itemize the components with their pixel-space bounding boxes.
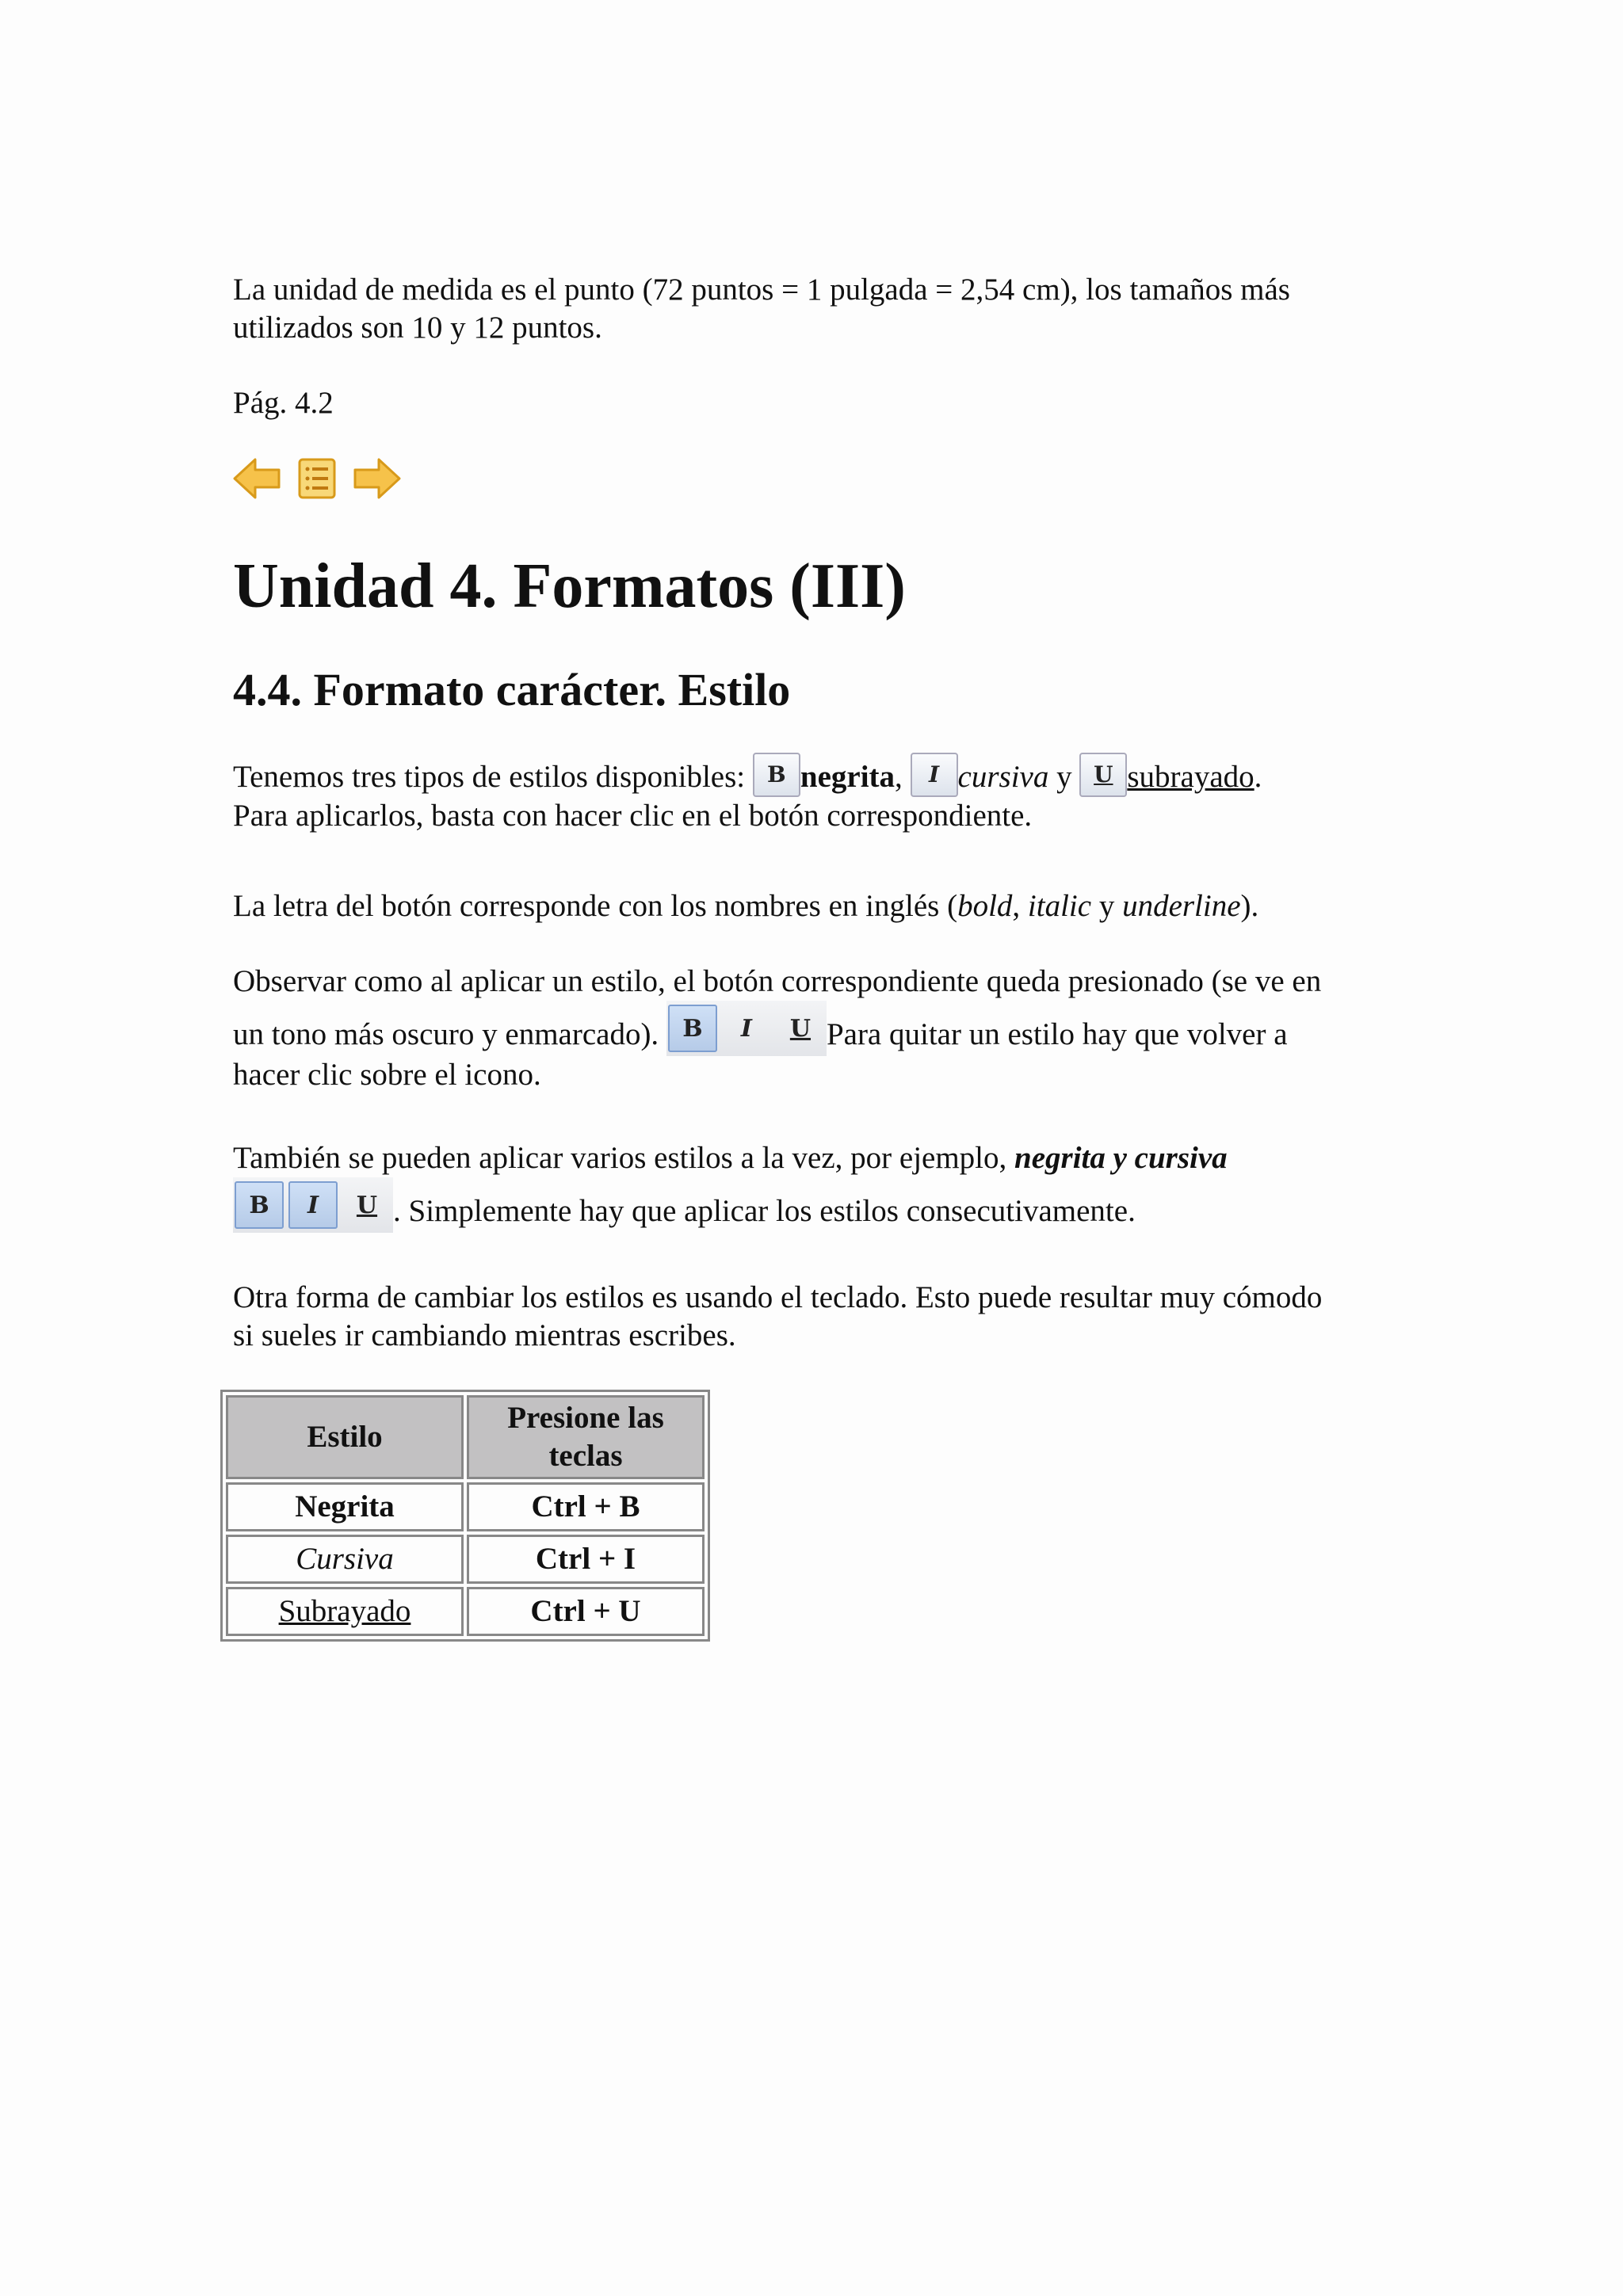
comma-text: ,	[895, 760, 911, 794]
styles-paragraph	[233, 753, 1406, 835]
letter-end: ).	[1240, 889, 1259, 923]
observe-line-2-start: un tono más oscuro y enmarcado).	[233, 1017, 666, 1051]
bold-button-icon: B	[753, 753, 800, 797]
and-text: y	[1048, 760, 1080, 794]
table-cell-style: Subrayado	[226, 1587, 464, 1636]
left-arrow-icon[interactable]	[233, 456, 282, 501]
page-title: Unidad 4. Formatos (III)	[233, 551, 906, 621]
also-paragraph	[233, 1139, 1406, 1233]
other-paragraph	[233, 1279, 1406, 1355]
bold-italic-example: negrita y cursiva	[1014, 1141, 1228, 1175]
bold-word: negrita	[800, 760, 896, 794]
underline-button-icon: U	[1079, 753, 1127, 797]
format-toolbar-bold-pressed	[666, 1001, 827, 1056]
styles-intro-text: Tenemos tres tipos de estilos disponibles:	[233, 760, 753, 794]
observe-paragraph	[233, 963, 1406, 1094]
table-header-keys: Presione las teclas	[467, 1395, 705, 1479]
shortcuts-table	[220, 1390, 710, 1642]
page-reference: Pág. 4.2	[233, 386, 334, 420]
navigation-bar	[233, 455, 401, 502]
table-cell-keys: Ctrl + U	[467, 1587, 705, 1636]
table-row	[226, 1535, 705, 1584]
list-icon[interactable]	[298, 458, 336, 499]
other-line-1: Otra forma de cambiar los estilos es usando el teclado. Esto puede resultar muy cómodo	[233, 1280, 1323, 1314]
italic-english: italic	[1027, 889, 1092, 923]
section-title: 4.4. Formato carácter. Estilo	[233, 664, 791, 715]
underline-toolbar-button: U	[356, 1192, 378, 1219]
period-text: .	[1254, 760, 1262, 794]
bold-toolbar-button: B	[235, 1181, 284, 1229]
styles-line-2: Para aplicarlos, basta con hacer clic en el botón correspondiente.	[233, 799, 1033, 833]
also-end: . Simplemente hay que aplicar los estilos consecutivamente.	[393, 1194, 1136, 1228]
table-header-row	[226, 1395, 705, 1479]
underline-toolbar-button: U	[789, 1015, 812, 1043]
italic-button-icon: I	[911, 753, 958, 797]
bold-english: bold	[957, 889, 1013, 923]
other-line-2: si sueles ir cambiando mientras escribes.	[233, 1318, 736, 1352]
format-toolbar-bold-italic-pressed	[233, 1177, 393, 1233]
letter-paragraph	[233, 887, 1406, 925]
right-arrow-icon[interactable]	[352, 456, 401, 501]
observe-line-3: hacer clic sobre el icono.	[233, 1058, 541, 1092]
underline-word: subrayado	[1127, 760, 1254, 794]
table-cell-keys: Ctrl + I	[467, 1535, 705, 1584]
table-row	[226, 1587, 705, 1636]
intro-paragraph	[233, 271, 1406, 347]
bold-toolbar-button: B	[668, 1005, 717, 1052]
letter-comma: ,	[1012, 889, 1028, 923]
table-header-style: Estilo	[226, 1395, 464, 1479]
italic-toolbar-button: I	[288, 1181, 338, 1229]
italic-toolbar-button: I	[740, 1015, 752, 1043]
table-row	[226, 1482, 705, 1531]
italic-word: cursiva	[957, 760, 1049, 794]
intro-line-2: utilizados son 10 y 12 puntos.	[233, 311, 602, 345]
underline-english: underline	[1122, 889, 1241, 923]
table-cell-style: Negrita	[226, 1482, 464, 1531]
table-cell-style: Cursiva	[226, 1535, 464, 1584]
also-start: También se pueden aplicar varios estilos a la vez, por ejemplo,	[233, 1141, 1015, 1175]
table-cell-keys: Ctrl + B	[467, 1482, 705, 1531]
letter-start: La letra del botón corresponde con los nombres en inglés (	[233, 889, 958, 923]
observe-line-2-end: Para quitar un estilo hay que volver a	[826, 1017, 1288, 1051]
observe-line-1: Observar como al aplicar un estilo, el botón correspondiente queda presionado (se ve en	[233, 964, 1322, 998]
intro-line-1: La unidad de medida es el punto (72 puntos = 1 pulgada = 2,54 cm), los tamaños más	[233, 273, 1290, 307]
letter-and: y	[1091, 889, 1123, 923]
